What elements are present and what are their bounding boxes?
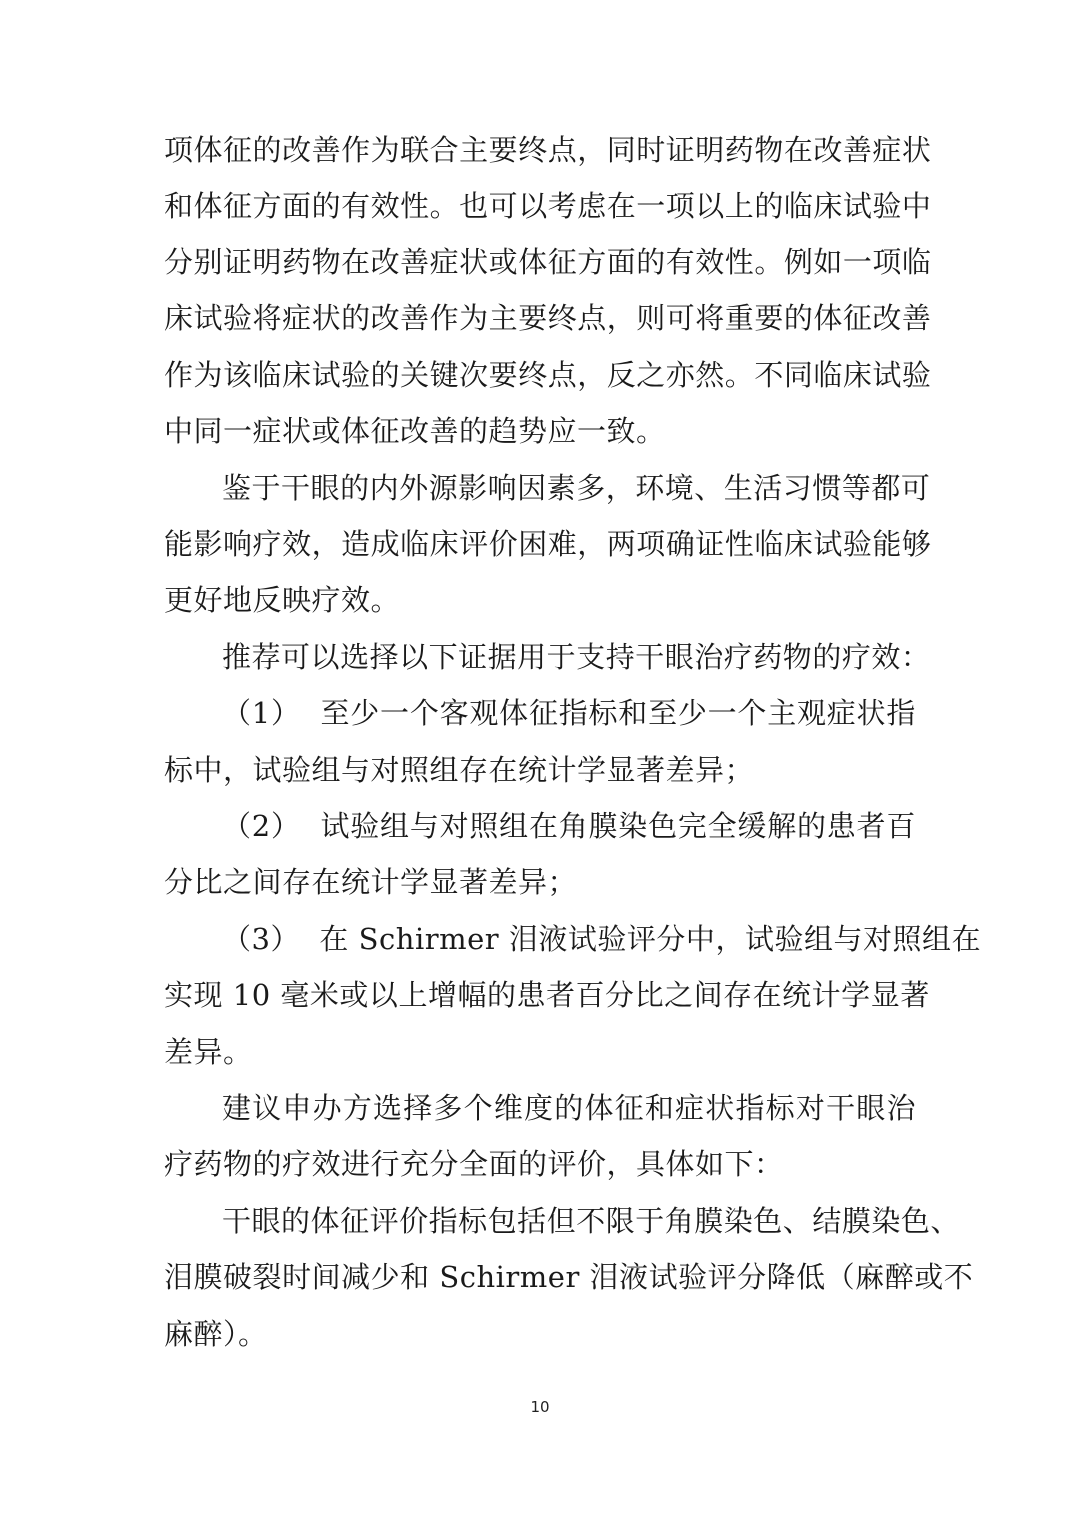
list-item-3-line-2: 实 现 10 毫 米 或 以 上 增 幅 的 患 者 百 分 比 之 间 存 在 统 计 学 显 著 — [164, 978, 930, 1012]
list-item-1-line-2: 标中，试验组与对照组存在统计学显著差异； — [164, 753, 755, 787]
paragraph-1-line-6: 中同一症状或体征改善的趋势应一致。 — [164, 414, 666, 448]
paragraph-1-line-3: 分 别 证 明 药 物 在 改 善 症 状 或 体 征 方 面 的 有 效 性 。 例 如 一 项 临 — [164, 245, 932, 279]
paragraph-1-line-5: 作 为 该 临 床 试 验 的 关 键 次 要 终 点 ， 反 之 亦 然 。 不 同 临 床 试 验 — [164, 358, 932, 392]
paragraph-3-line-1: 推 荐 可 以 选 择 以 下 证 据 用 于 支 持 干 眼 治 疗 药 物 的 疗 效 ： — [222, 640, 931, 674]
paragraph-5-line-1: 干 眼 的 体 征 评 价 指 标 包 括 但 不 限 于 角 膜 染 色 、 结 膜 染 色 、 — [222, 1204, 960, 1238]
paragraph-5-line-2: 泪 膜 破 裂 时 间 减 少 和 Schirmer 泪 液 试 验 评 分 降 低 （ 麻 醉 或 不 — [164, 1260, 974, 1294]
paragraph-2-line-2: 能 影 响 疗 效 ， 造 成 临 床 评 价 困 难 ， 两 项 确 证 性 临 床 试 验 能 够 — [164, 527, 932, 561]
list-item-3-line-1: （ 3 ） 在 Schirmer 泪 液 试 验 评 分 中 ， 试 验 组 与 对 照 组 在 — [222, 922, 982, 956]
paragraph-5-line-3: 麻醉）。 — [164, 1317, 268, 1351]
list-item-1-line-1: （ 1 ） 至 少 一 个 客 观 体 征 指 标 和 至 少 一 个 主 观 症 状 指 — [222, 696, 916, 730]
page-number: 10 — [530, 1398, 550, 1416]
paragraph-2-line-3: 更好地反映疗效。 — [164, 583, 401, 617]
paragraph-1-line-4: 床 试 验 将 症 状 的 改 善 作 为 主 要 终 点 ， 则 可 将 重 要 的 体 征 改 善 — [164, 301, 932, 335]
paragraph-2-line-1: 鉴 于 干 眼 的 内 外 源 影 响 因 素 多 ， 环 境 、 生 活 习 惯 等 都 可 — [222, 471, 931, 505]
list-item-3-line-3: 差异。 — [164, 1035, 253, 1069]
paragraph-1-line-2: 和 体 征 方 面 的 有 效 性 。 也 可 以 考 虑 在 一 项 以 上 的 临 床 试 验 中 — [164, 189, 932, 223]
list-item-2-line-1: （ 2 ） 试 验 组 与 对 照 组 在 角 膜 染 色 完 全 缓 解 的 患 者 百 — [222, 809, 916, 843]
paragraph-1-line-1: 项 体 征 的 改 善 作 为 联 合 主 要 终 点 ， 同 时 证 明 药 物 在 改 善 症 状 — [164, 133, 932, 167]
list-item-2-line-2: 分比之间存在统计学显著差异； — [164, 865, 578, 899]
paragraph-4-line-1: 建 议 申 办 方 选 择 多 个 维 度 的 体 征 和 症 状 指 标 对 干 眼 治 — [222, 1091, 916, 1125]
paragraph-4-line-2: 疗药物的疗效进行充分全面的评价，具体如下： — [164, 1147, 784, 1181]
